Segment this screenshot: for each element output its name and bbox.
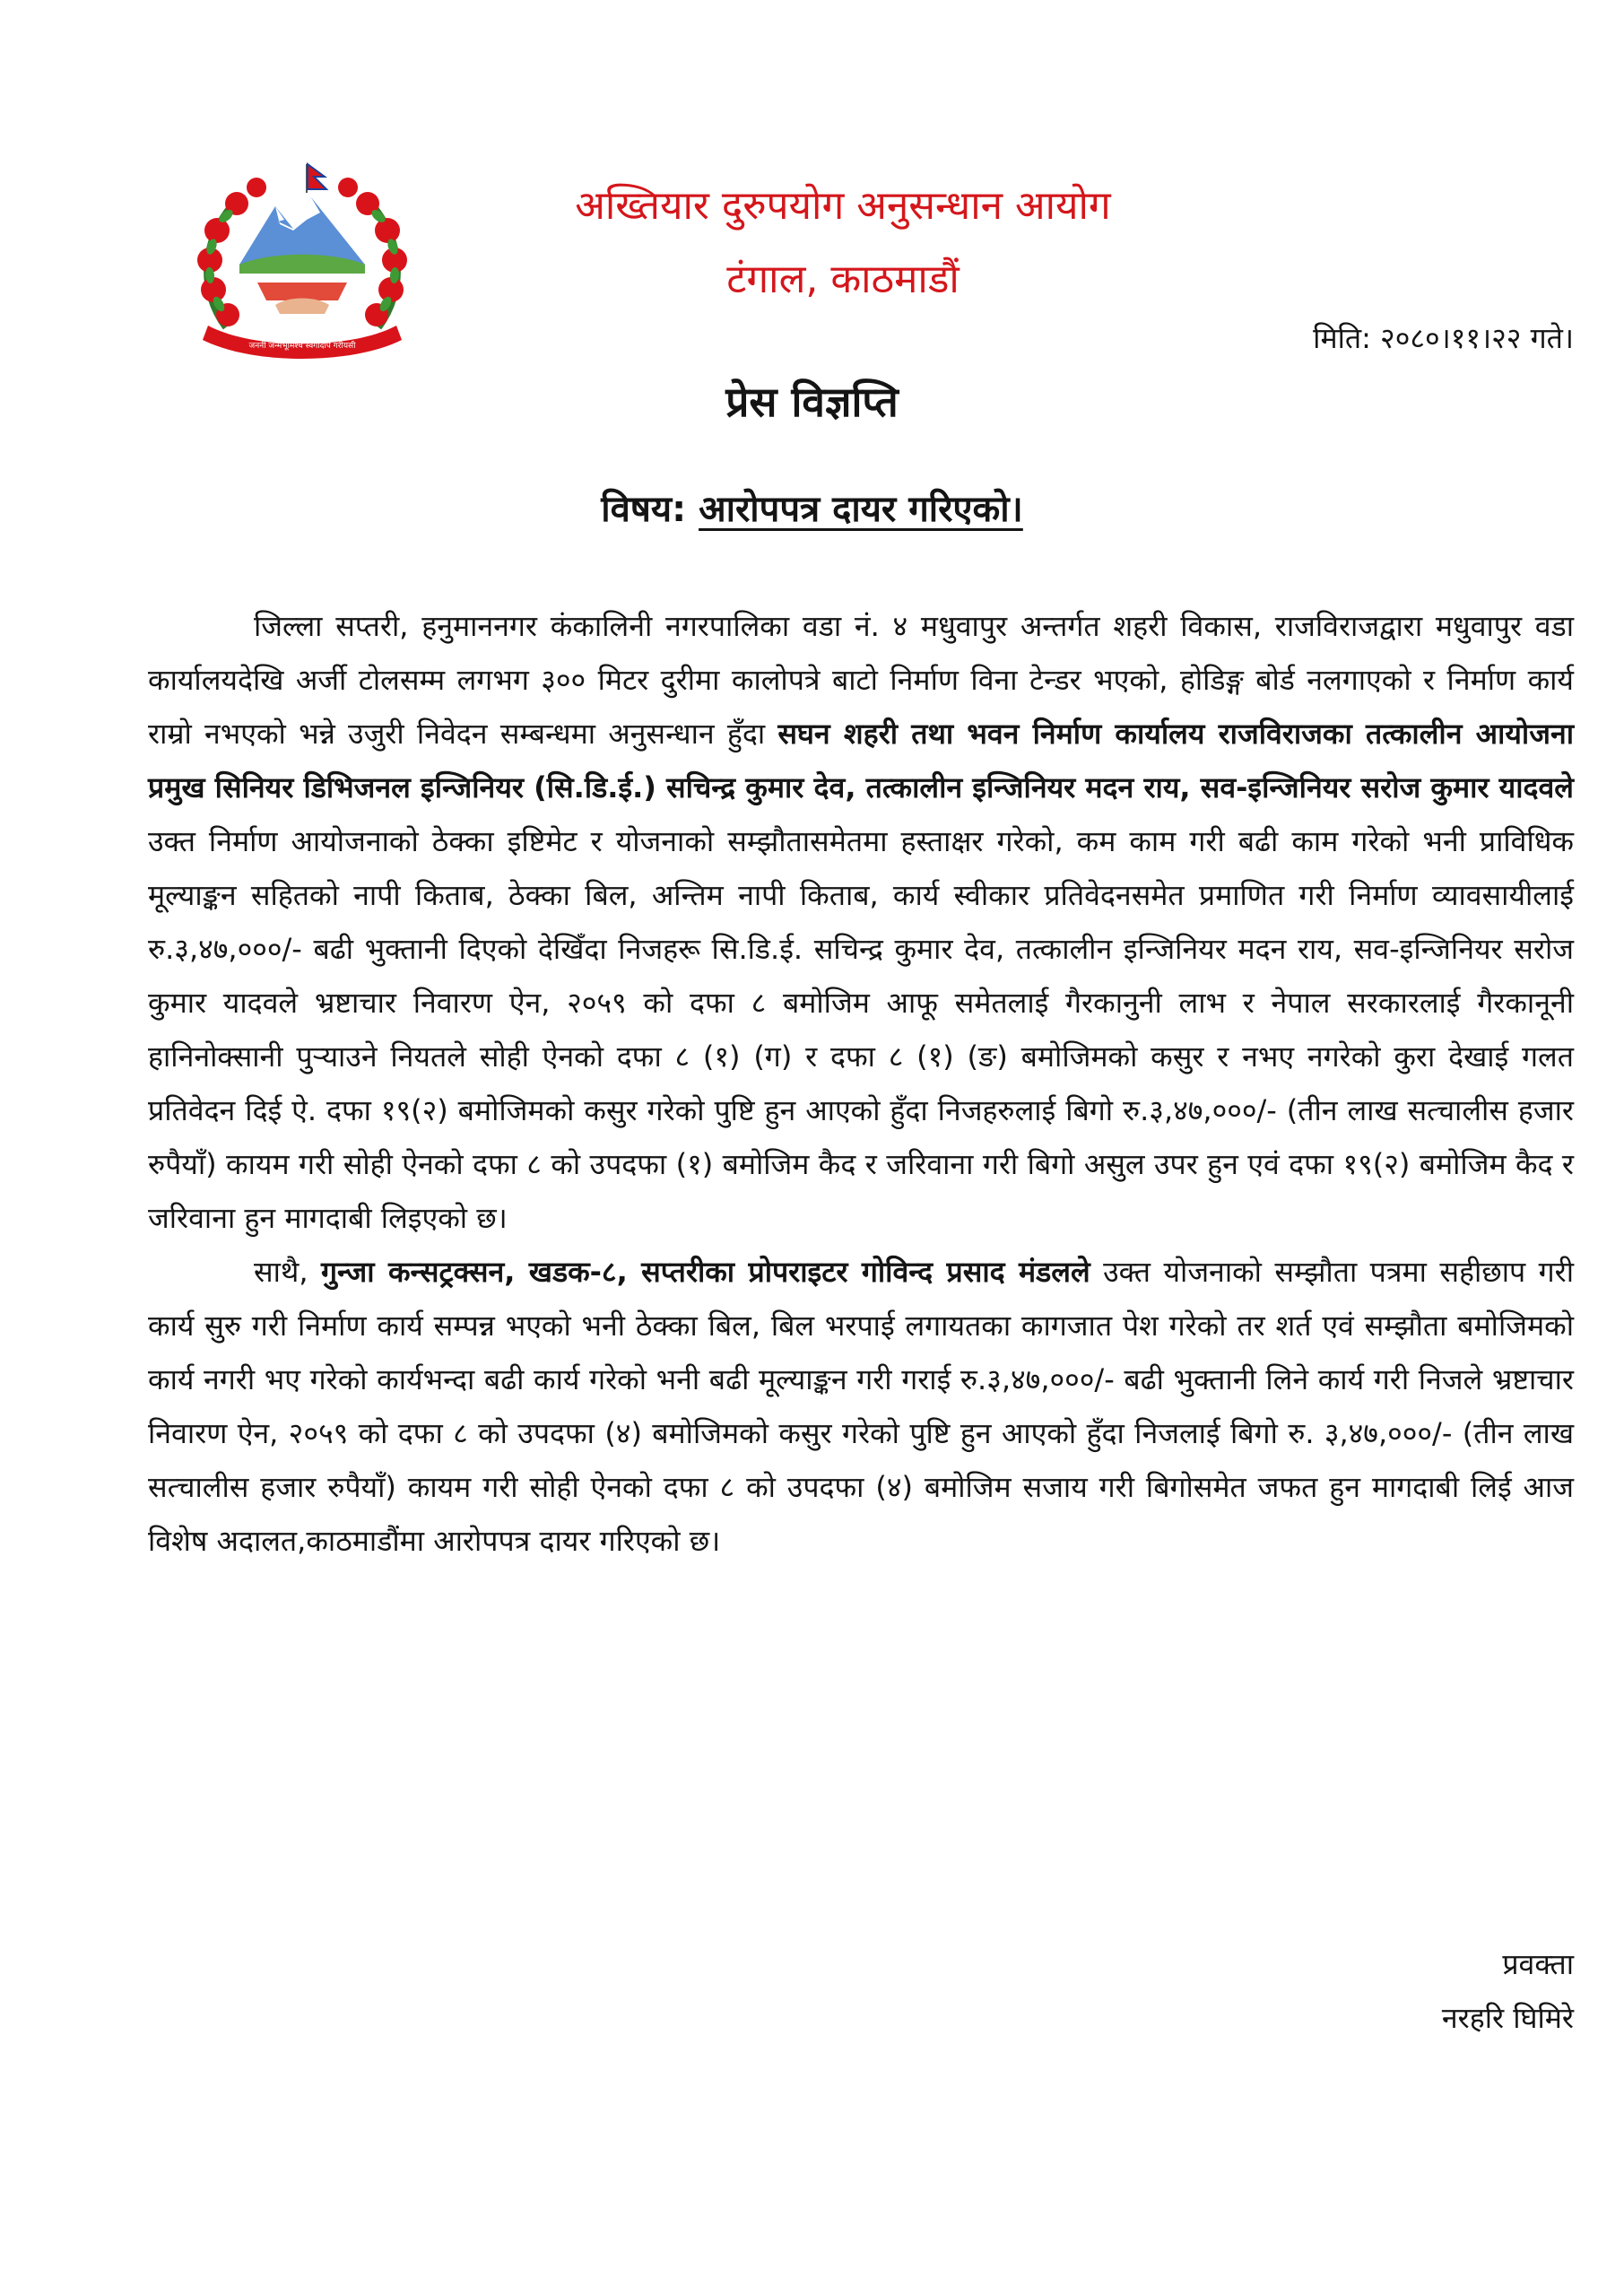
body-paragraph-2 [148,1245,1574,1568]
subject-text: आरोपपत्र दायर गरिएको। [699,489,1023,530]
paragraph-2-intro: साथै, [254,1255,321,1289]
signatory-name: नरहरि घिमिरे [1441,2001,1574,2035]
signature-block [1442,1937,1574,2045]
nepal-flag-icon [307,164,326,193]
subject-label: विषय: [601,489,687,530]
document-date: मिति: २०८०।११।२२ गते। [1313,321,1574,355]
subject-line [0,484,1624,535]
accused-officials: सघन शहरी तथा भवन निर्माण कार्यालय राजविराजका तत्कालीन आयोजना प्रमुख सिनियर डिभिजनल इन्जिनियर (सि.डि.ई.) सचिन्द्र कुमार देव, तत्कालीन इन्जिनियर मदन राय, सव-इन्जिनियर सरोज कुमार यादवले [148,717,1574,804]
nepal-government-emblem-icon [190,157,414,368]
organization-address: टंगाल, काठमाडौं [726,257,960,302]
nepal-map-icon [257,283,347,300]
paragraph-2-details: उक्त योजनाको सम्झौता पत्रमा सहीछाप गरी कार्य सुरु गरी निर्माण कार्य सम्पन्न भएको भनी ठेक्का बिल, बिल भरपाई लगायतका कागजात पेश गरेको तर शर्त एवं सम्झौता बमोजिमको कार्य नगरी भए गरेको कार्यभन्दा बढी कार्य गरेको भनी बढी मूल्याङ्कन गरी गराई रु.३,४७,०००/- बढी भुक्तानी लिने कार्य गरी निजले भ्रष्टाचार निवारण ऐन, २०५९ को दफा ८ को उपदफा (४) बमोजिमको कसुर गरेको पुष्टि हुन आएको हुँदा निजलाई बिगो रु. ३,४७,०००/- (तीन लाख सत्चालीस हजार रुपैयाँ) कायम गरी सोही ऐनको दफा ८ को उपदफा (४) बमोजिम सजाय गरी बिगोसमेत जफत हुन मागदाबी लिई आज विशेष अदालत,काठमाडौंमा आरोपपत्र दायर गरिएको छ। [148,1255,1574,1558]
mountain-icon [239,197,365,274]
handshake-icon [275,299,329,315]
paragraph-1-details: उक्त निर्माण आयोजनाको ठेक्का इष्टिमेट र योजनाको सम्झौतासमेतमा हस्ताक्षर गरेको, कम काम गरी बढी काम गरेको भनी प्राविधिक मूल्याङ्कन सहितको नापी किताब, ठेक्का बिल, अन्तिम नापी किताब, कार्य स्वीकार प्रतिवेदनसमेत प्रमाणित गरी निर्माण व्यावसायीलाई रु.३,४७,०००/- बढी भुक्तानी दिएको देखिँदा निजहरू सि.डि.ई. सचिन्द्र कुमार देव, तत्कालीन इन्जिनियर मदन राय, सव-इन्जिनियर सरोज कुमार यादवले भ्रष्टाचार निवारण ऐन, २०५९ को दफा ८ बमोजिम आफू समेतलाई गैरकानुनी लाभ र नेपाल सरकारलाई गैरकानूनी हानिनोक्सानी पुर्‍याउने नियतले सोही ऐनको दफा ८ (१) (ग) र दफा ८ (१) (ङ) बमोजिमको कसुर र नभए नगरेको कुरा देखाई गलत प्रतिवेदन दिई ऐ. दफा १९(२) बमोजिमको कसुर गरेको पुष्टि हुन आएको हुँदा निजहरुलाई बिगो रु.३,४७,०००/- (तीन लाख सत्चालीस हजार रुपैयाँ) कायम गरी सोही ऐनको दफा ८ को उपदफा (१) बमोजिम कैद र जरिवाना गरी बिगो असुल उपर हुन एवं दफा १९(२) बमोजिम कैद र जरिवाना हुन मागदाबी लिइएको छ। [148,824,1574,1235]
document-title: प्रेस विज्ञप्ति [725,378,899,426]
accused-contractor: गुन्जा कन्सट्रक्सन, खडक-८, सप्तरीका प्रोपराइटर गोविन्द प्रसाद मंडलले [320,1255,1090,1289]
body-paragraph-1 [148,599,1574,1245]
paragraph-1-intro: जिल्ला सप्तरी, हनुमाननगर कंकालिनी नगरपालिका वडा नं. ४ मधुवापुर अन्तर्गत शहरी विकास, राजविराजद्वारा मधुवापुर वडा कार्यालयदेखि अर्जी टोलसम्म लगभग ३०० मिटर दुरीमा कालोपत्रे बाटो निर्माण विना टेन्डर भएको, होडिङ्ग बोर्ड नलगाएको र निर्माण कार्य राम्रो नभएको भन्ने उजुरी निवेदन सम्बन्धमा अनुसन्धान हुँदा [148,609,1574,751]
organization-name: अख्तियार दुरुपयोग अनुसन्धान आयोग [575,183,1111,229]
press-release-body [148,599,1574,1568]
signatory-role: प्रवक्ता [1502,1947,1574,1981]
emblem-motto: जननी जन्मभूमिश्च स्वर्गादपि गरीयसी [248,342,356,351]
